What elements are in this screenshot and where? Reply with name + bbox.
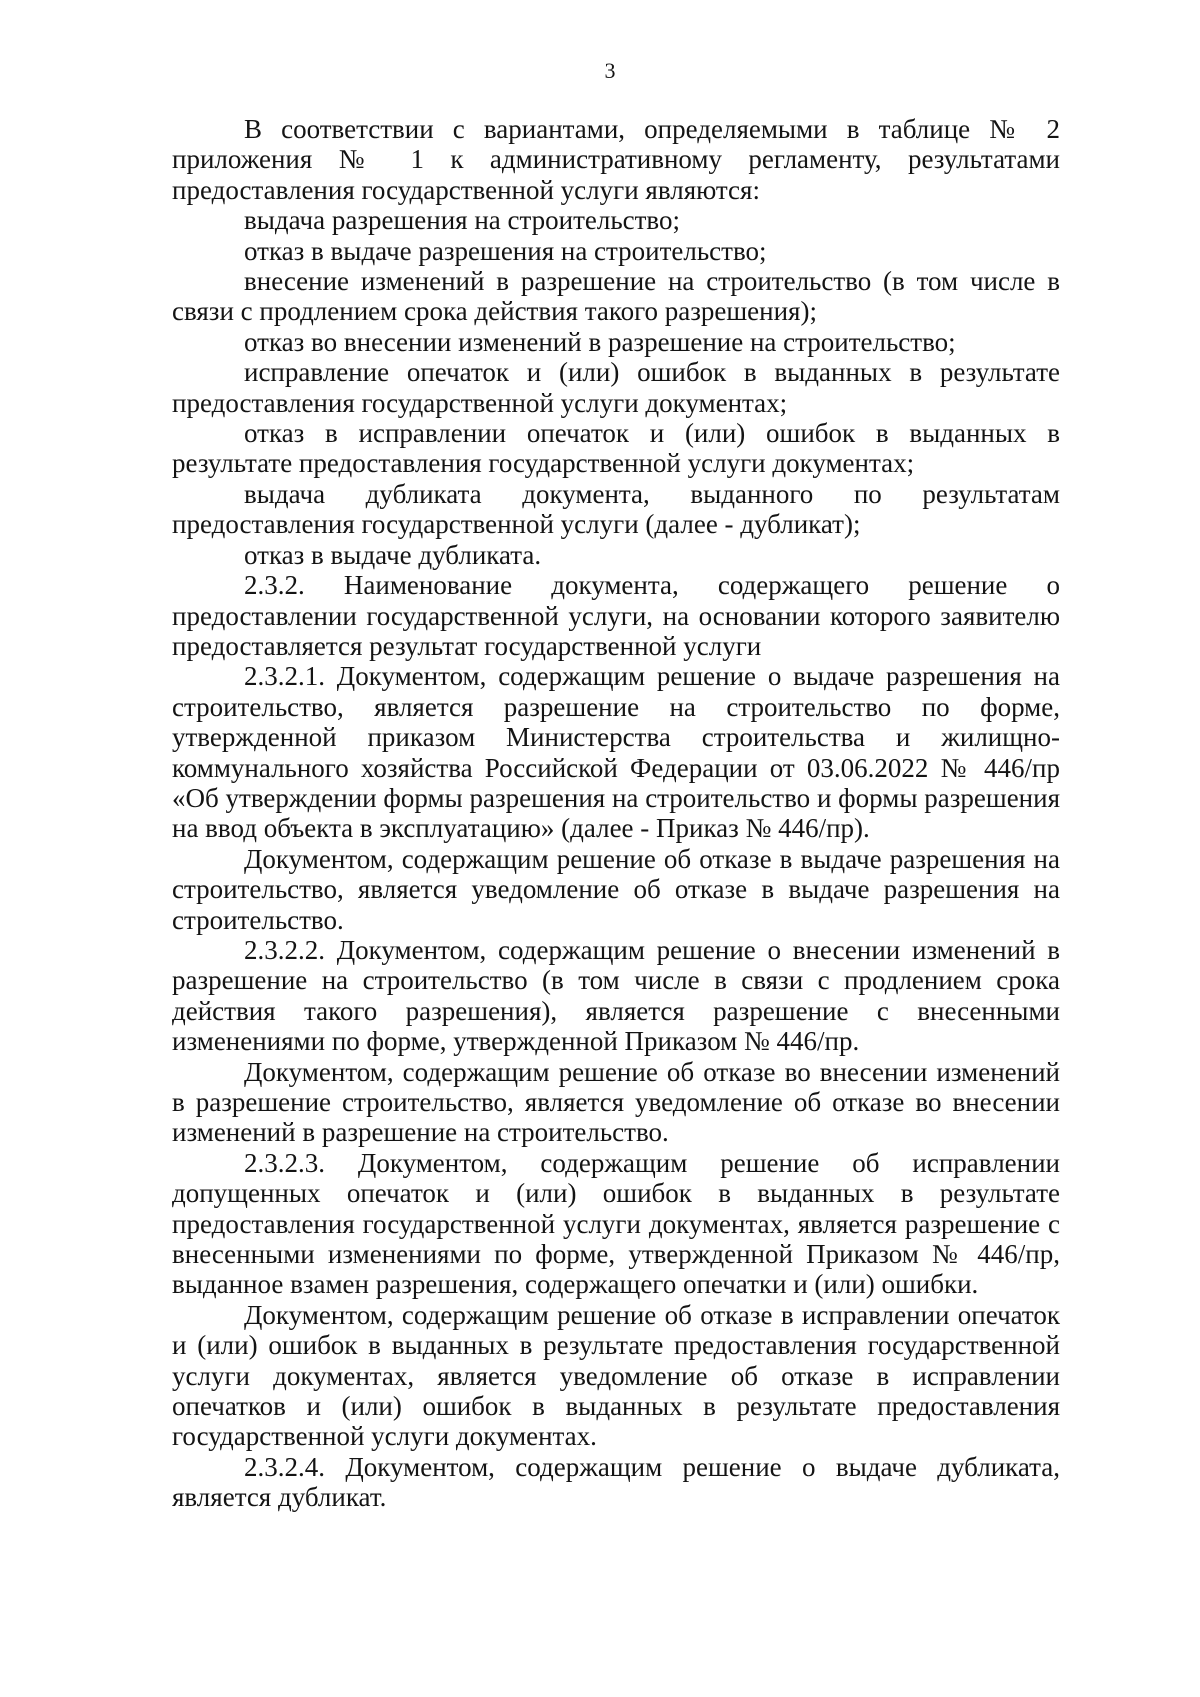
paragraph-2-3-2-4: 2.3.2.4. Документом, содержащим решение о выдаче дубликата, является дубликат. <box>172 1451 1060 1513</box>
list-item-refuse-amend: отказ во внесении изменений в разрешение на строительство; <box>244 326 956 357</box>
paragraph-results-intro: В соответствии с вариантами, определяемыми в таблице № 2 приложения № 1 к административному регламенту, результатами предоставления государственной услуги являются: <box>172 114 1060 205</box>
paragraph-refusal-notice: Документом, содержащим решение об отказе в выдаче разрешения на строительство, является уведомление об отказе в выдаче разрешения на строительство. <box>172 843 1060 935</box>
paragraph-amend-refusal-notice: Документом, содержащим решение об отказе во внесении изменений в разрешение строительство, является уведомление об отказе во внесении изменений в разрешение на строительство. <box>172 1056 1060 1148</box>
paragraph-2-3-2-2: 2.3.2.2. Документом, содержащим решение о внесении изменений в разрешение на строительство (в том числе в связи с продлением срока действия такого разрешения), является разрешение с внесенными изменениями по форме, утвержденной Приказом № 446/пр. <box>172 934 1060 1057</box>
list-item-issue-permit: выдача разрешения на строительство; <box>244 205 680 236</box>
paragraph-correct-refusal-notice: Документом, содержащим решение об отказе в исправлении опечаток и (или) ошибок в выданных в результате предоставления государственной услуги документах, является уведомление об отказе в исправлении опечатков и (или) ошибок в выданных в результате предоставления государственной услуги документах. <box>172 1299 1060 1452</box>
paragraph-2-3-2-3: 2.3.2.3. Документом, содержащим решение об исправлении допущенных опечаток и (или) ошибок в выданных в результате предоставления государственной услуги документах, является разрешение с внесенными изменениями по форме, утвержденной Приказом № 446/пр, выданное взамен разрешения, содержащего опечатки и (или) ошибки. <box>172 1147 1060 1300</box>
list-item-correct-errors: исправление опечаток и (или) ошибок в выданных в результате предоставления государственной услуги документах; <box>172 357 1060 418</box>
list-item-refuse-permit: отказ в выдаче разрешения на строительство; <box>244 235 767 266</box>
list-item-refuse-correct: отказ в исправлении опечаток и (или) ошибок в выданных в результате предоставления государственной услуги документах; <box>172 418 1060 479</box>
document-body <box>172 114 1060 1513</box>
page-number: 3 <box>604 58 616 83</box>
paragraph-2-3-2-1: 2.3.2.1. Документом, содержащим решение о выдаче разрешения на строительство, является разрешение на строительство по форме, утвержденной приказом Министерства строительства и жилищно-коммунального хозяйства Российской Федерации от 03.06.2022 № 446/пр «Об утверждении формы разрешения на строительство и формы разрешения на ввод объекта в эксплуатацию» (далее - Приказ № 446/пр). <box>172 661 1060 844</box>
section-heading-2-3-2: 2.3.2. Наименование документа, содержащего решение о предоставлении государственной услуги, на основании которого заявителю предоставляется результат государственной услуги <box>172 570 1060 661</box>
list-item-amend-permit: внесение изменений в разрешение на строительство (в том числе в связи с продлением срока действия такого разрешения); <box>172 266 1060 327</box>
list-item-refuse-duplicate: отказ в выдаче дубликата. <box>244 539 542 570</box>
list-item-issue-duplicate: выдача дубликата документа, выданного по результатам предоставления государственной услуги (далее - дубликат); <box>172 478 1060 540</box>
